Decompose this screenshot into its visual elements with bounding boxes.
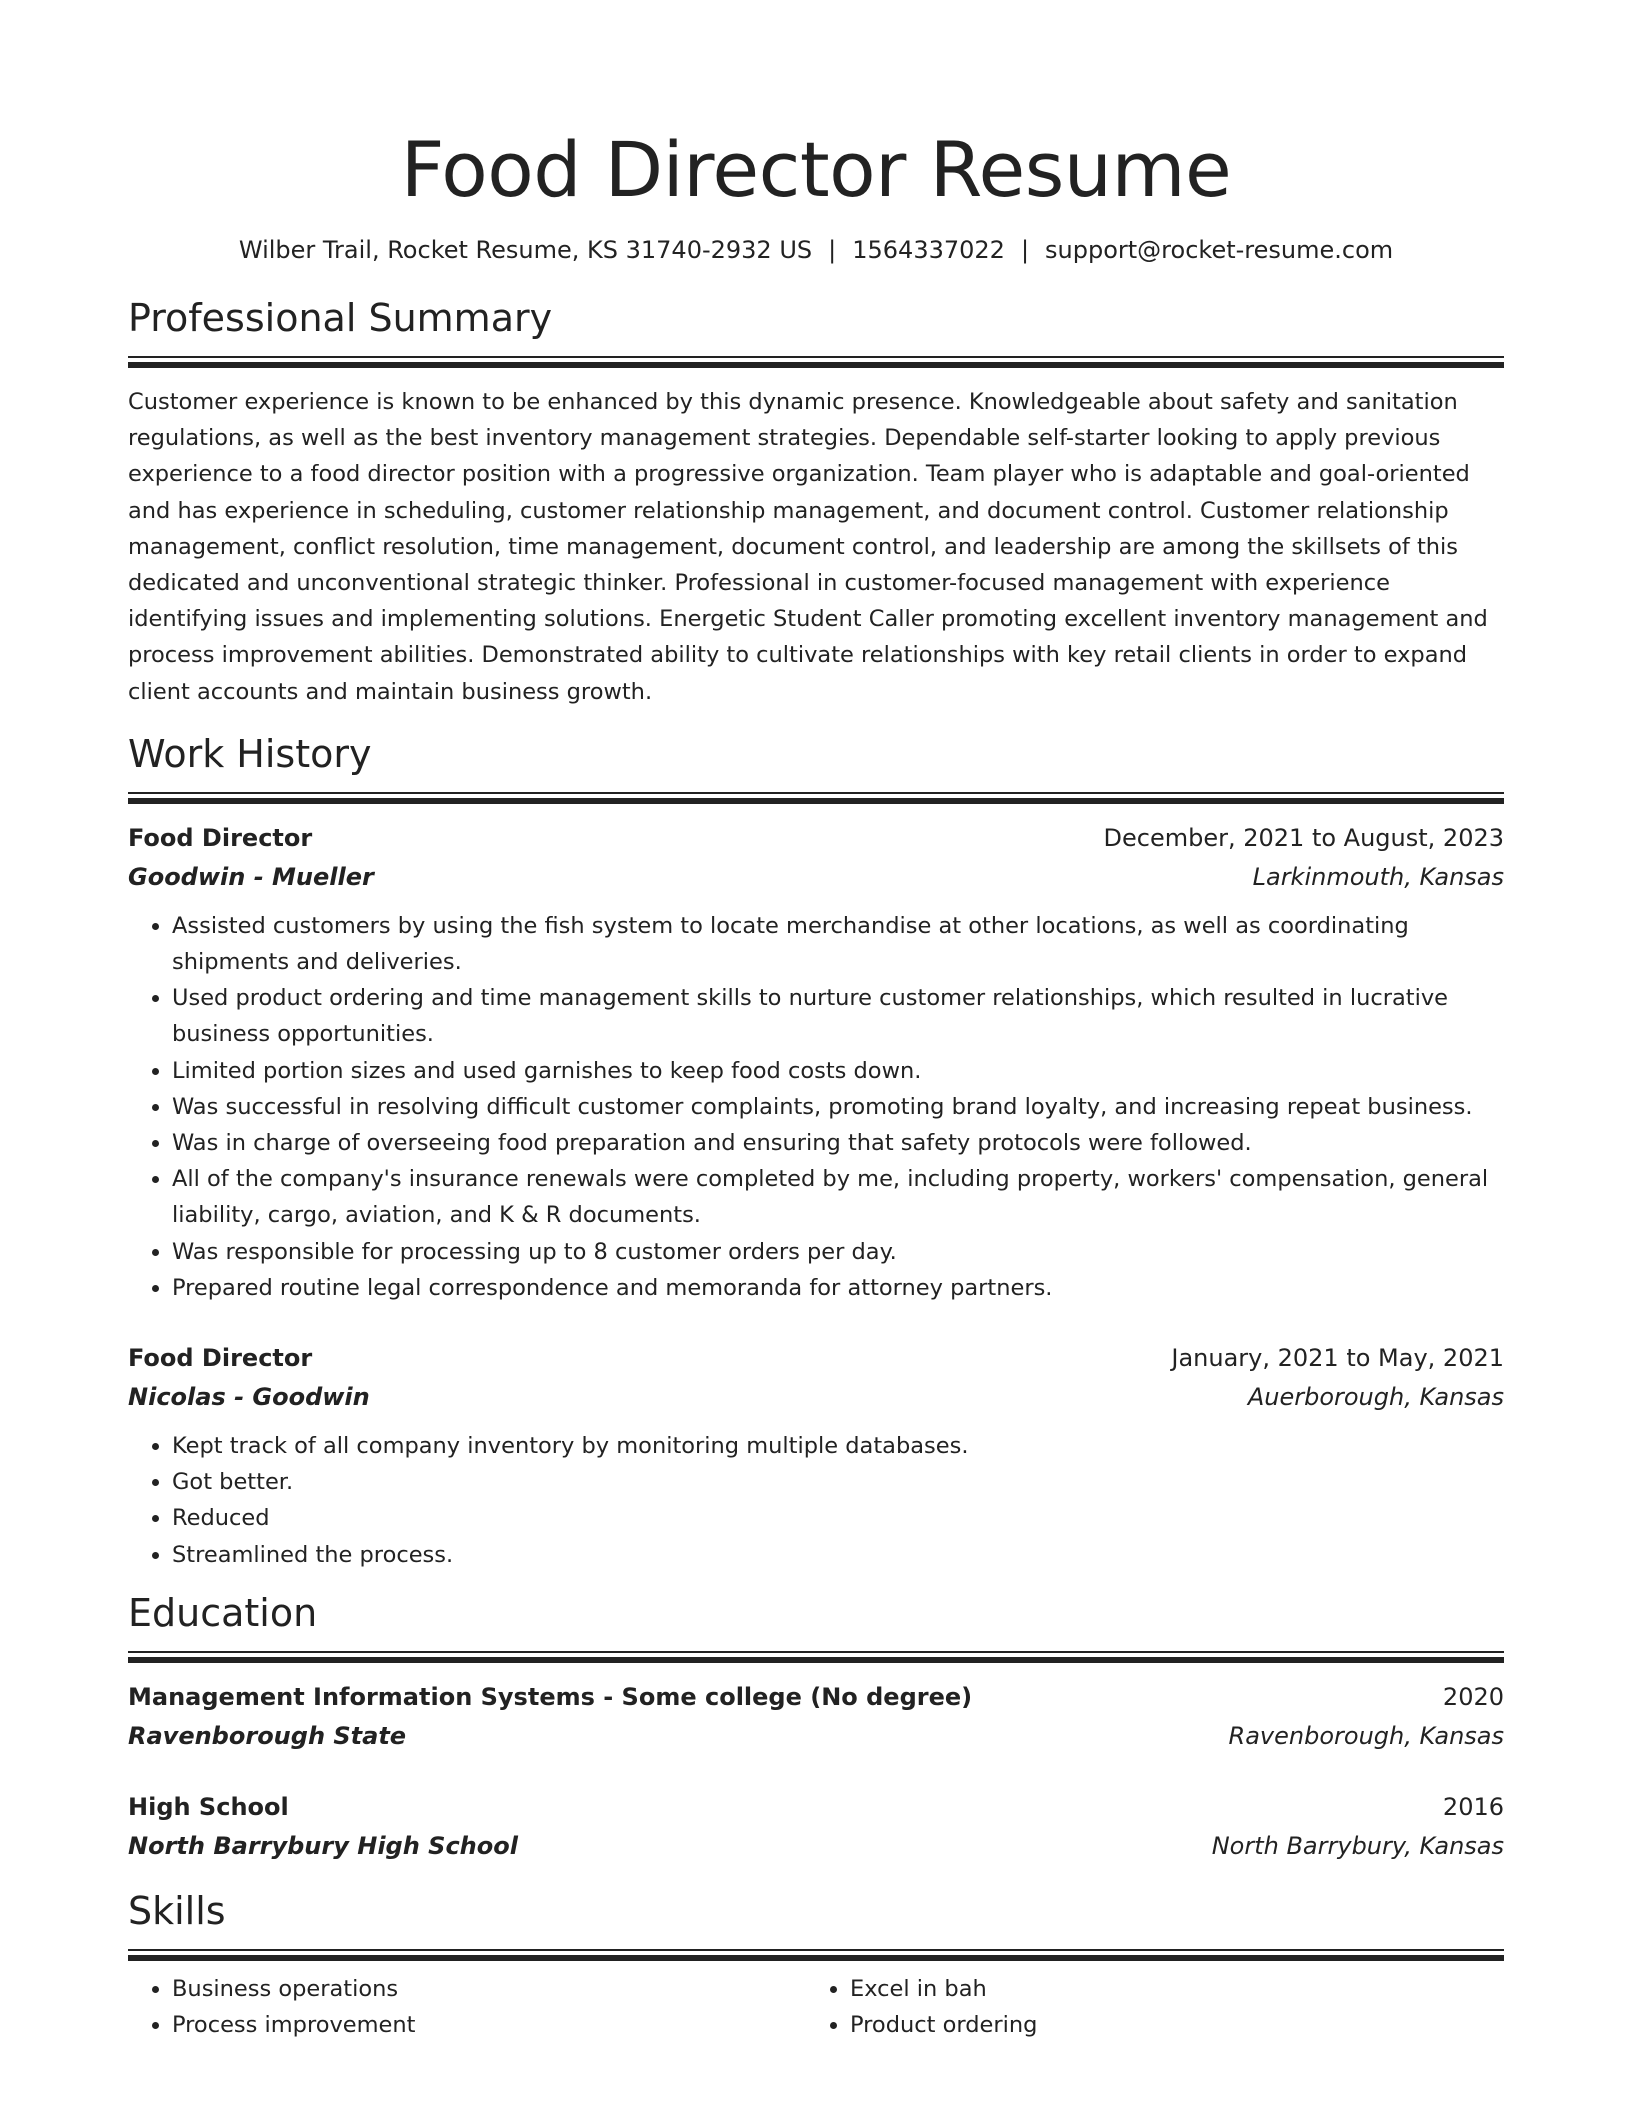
skills-section — [128, 1887, 1504, 2043]
section-heading-work-history: Work History — [128, 731, 372, 776]
contact-email: support@rocket-resume.com — [1045, 236, 1394, 264]
skills-list-right — [806, 1971, 1484, 2043]
degree-title: Management Information Systems - Some college (No degree) — [128, 1682, 973, 1711]
list-item: • Was responsible for processing up to 8 customer orders per day. — [172, 1234, 1504, 1270]
list-item: • Kept track of all company inventory by monitoring multiple databases. — [172, 1428, 1504, 1464]
job-title: Food Director — [128, 1344, 313, 1373]
resume-page — [128, 0, 1504, 2043]
contact-address: Wilber Trail, Rocket Resume, KS 31740-2932 US — [238, 236, 813, 264]
list-item: • Business operations — [172, 1971, 806, 2007]
list-item: • Product ordering — [850, 2007, 1484, 2043]
education-entry — [128, 1787, 1504, 1865]
list-item: • Prepared routine legal correspondence and memoranda for attorney partners. — [172, 1270, 1504, 1306]
list-item: • All of the company's insurance renewals were completed by me, including property, workers' compensation, general liability, cargo, aviation, and K & R documents. — [172, 1161, 1504, 1233]
degree-title: High School — [128, 1792, 289, 1821]
education-section — [128, 1589, 1504, 1865]
contact-phone: 1564337022 — [852, 236, 1005, 264]
section-divider — [128, 356, 1504, 368]
job-entry — [128, 1338, 1504, 1573]
school-location: North Barrybury, Kansas — [1211, 1831, 1504, 1860]
section-divider — [128, 1651, 1504, 1663]
job-company: Goodwin - Mueller — [128, 862, 374, 891]
job-company: Nicolas - Goodwin — [128, 1383, 370, 1412]
list-item: • Was successful in resolving difficult customer complaints, promoting brand loyalty, and increasing repeat business. — [172, 1089, 1504, 1125]
list-item: • Limited portion sizes and used garnishes to keep food costs down. — [172, 1053, 1504, 1089]
school-name: Ravenborough State — [128, 1721, 407, 1750]
education-entry — [128, 1677, 1504, 1755]
list-item: • Process improvement — [172, 2007, 806, 2043]
list-item: • Excel in bah — [850, 1971, 1484, 2007]
job-dates: January, 2021 to May, 2021 — [1171, 1344, 1504, 1373]
list-item: • Got better. — [172, 1464, 1504, 1500]
section-heading-summary: Professional Summary — [128, 296, 553, 340]
section-heading-education: Education — [128, 1590, 318, 1635]
skills-columns — [128, 1971, 1504, 2043]
list-item: • Assisted customers by using the fish system to locate merchandise at other locations, as well as coordinating shipments and deliveries. — [172, 908, 1504, 980]
school-location: Ravenborough, Kansas — [1228, 1721, 1504, 1750]
education-year: 2020 — [1442, 1682, 1504, 1711]
contact-separator: | — [828, 236, 837, 264]
job-entry — [128, 818, 1504, 1306]
job-location: Auerborough, Kansas — [1247, 1383, 1504, 1412]
list-item: • Used product ordering and time management skills to nurture customer relationships, which resulted in lucrative business opportunities. — [172, 980, 1504, 1052]
contact-line — [128, 234, 1504, 266]
summary-section — [128, 294, 1504, 710]
summary-text: Customer experience is known to be enhanced by this dynamic presence. Knowledgeable about safety and sanitation regulations, as well as the best inventory management strategies. Dependable self-starter looking to apply previous experience to a food director position with a progressive organization. Team player who is adaptable and goal-oriented and has experience in scheduling, customer relationship management, and document control. Customer relationship management, conflict resolution, time management, document control, and leadership are among the skillsets of this dedicated and unconventional strategic thinker. Professional in customer-focused management with experience identifying issues and implementing solutions. Energetic Student Caller promoting excellent inventory management and process improvement abilities. Demonstrated ability to cultivate relationships with key retail clients in order to expand client accounts and maintain business growth. — [128, 389, 1488, 705]
page-title: Food Director Resume — [400, 125, 1232, 214]
section-heading-skills: Skills — [128, 1888, 226, 1933]
job-dates: December, 2021 to August, 2023 — [1103, 823, 1504, 852]
school-name: North Barrybury High School — [128, 1831, 518, 1860]
contact-separator: | — [1020, 236, 1030, 264]
section-divider — [128, 1949, 1504, 1961]
list-item: • Was in charge of overseeing food preparation and ensuring that safety protocols were followed. — [172, 1125, 1504, 1161]
work-history-section — [128, 730, 1504, 1573]
job-title: Food Director — [128, 823, 313, 852]
job-duties-list — [128, 1428, 1504, 1573]
list-item: • Reduced — [172, 1500, 1504, 1536]
job-location: Larkinmouth, Kansas — [1252, 862, 1504, 891]
list-item: • Streamlined the process. — [172, 1537, 1504, 1573]
education-year: 2016 — [1442, 1792, 1504, 1821]
skills-list-left — [128, 1971, 806, 2043]
job-duties-list — [128, 908, 1504, 1306]
section-divider — [128, 792, 1504, 804]
